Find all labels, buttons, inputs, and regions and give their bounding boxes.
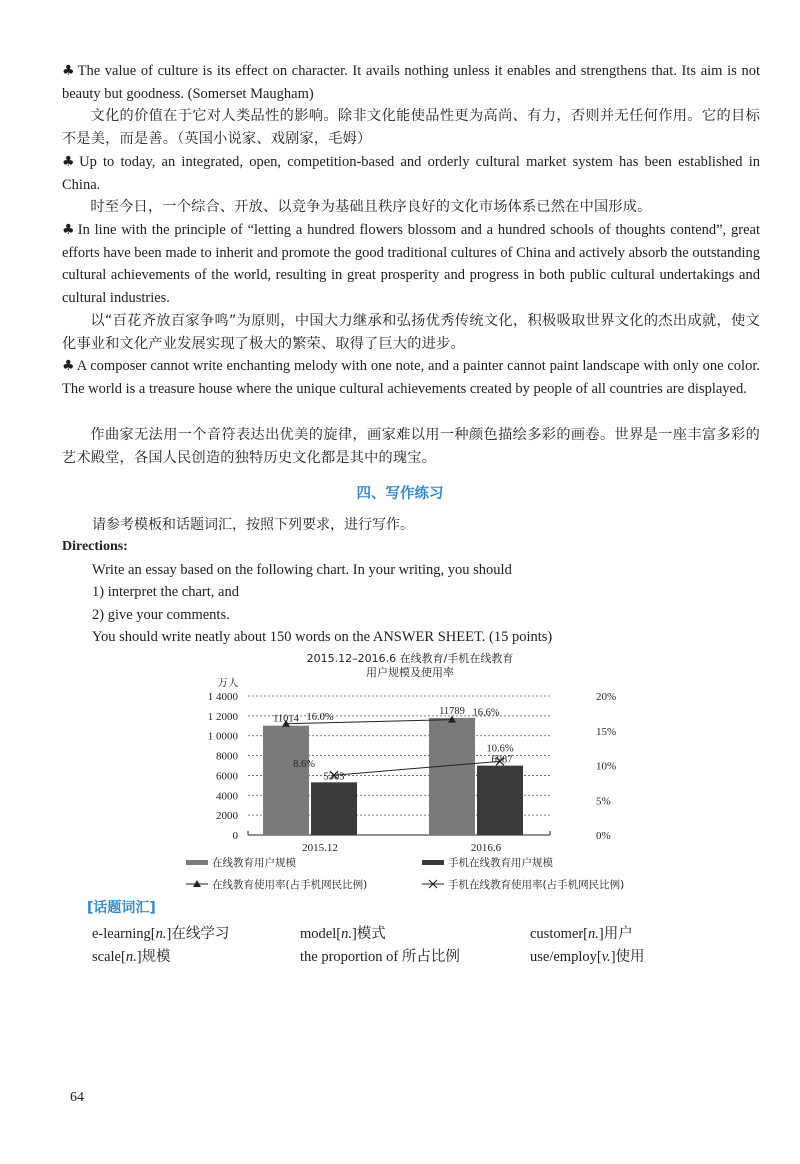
- data-label: 11789: [439, 705, 465, 717]
- paragraph-4-en: [62, 355, 760, 400]
- vocab-term: model[: [300, 926, 342, 942]
- club-icon: ♣: [62, 222, 76, 238]
- bar-mobile-users: [477, 766, 523, 835]
- paragraph-2-zh: 时至今日，一个综合、开放、以竞争为基础且秩序良好的文化市场体系已然在中国形成。: [90, 199, 652, 215]
- y2-tick-label: 20%: [596, 691, 617, 703]
- vocab-item: [530, 922, 633, 943]
- y-tick-label: 0: [232, 830, 238, 842]
- y2-tick-label: 10%: [596, 760, 617, 773]
- line-mobile-rate: [334, 761, 500, 775]
- vocab-item: [530, 945, 645, 966]
- club-icon: ♣: [62, 358, 75, 374]
- section-title: 四、写作练习: [356, 486, 444, 502]
- directions-label: Directions:: [62, 539, 128, 554]
- directions-line-1: Write an essay based on the following chart. In your writing, you should: [92, 562, 512, 578]
- vocab-meaning: ]使用: [610, 949, 645, 965]
- directions-line-4: You should write neatly about 150 words on the ANSWER SHEET. (15 points): [92, 629, 553, 645]
- page-number: 64: [70, 1090, 84, 1105]
- data-label: 6987: [491, 754, 513, 766]
- legend-label: 在线教育使用率(占手机网民比例): [212, 879, 368, 891]
- bar-online-users: [263, 726, 309, 835]
- vocab-pos: n.: [587, 926, 599, 942]
- data-label: 16.0%: [306, 711, 334, 723]
- data-label: 16.6%: [472, 707, 500, 719]
- legend-label: 在线教育用户规模: [212, 857, 296, 869]
- vocab-term: the proportion of 所占比例: [300, 949, 460, 965]
- y-tick-label: 6000: [216, 770, 238, 783]
- vocab-pos: v.: [601, 949, 611, 965]
- vocab-pos: n.: [155, 926, 167, 942]
- vocab-item: [92, 922, 229, 943]
- y-tick-label: 4000: [216, 790, 238, 803]
- y-tick-label: 8000: [216, 750, 238, 763]
- chart-title: 2015.12–2016.6 在线教育/手机在线教育: [306, 652, 514, 665]
- y-tick-label: 1 4000: [207, 691, 238, 703]
- directions-line-2: 1) interpret the chart, and: [92, 584, 239, 600]
- y-tick-label: 2000: [216, 810, 238, 823]
- y-tick-label: 1 2000: [207, 710, 238, 723]
- legend-label: 手机在线教育使用率(占手机网民比例): [448, 879, 625, 891]
- paragraph-4-zh: 作曲家无法用一个音符表达出优美的旋律，画家难以用一种颜色描绘多彩的画卷。世界是一座丰富多彩的艺术殿堂，各国人民创造的独特历史文化都是其中的瑰宝。: [62, 427, 760, 466]
- y-tick-label: 1 0000: [207, 730, 238, 743]
- legend-label: 手机在线教育用户规模: [448, 857, 553, 869]
- legend-swatch-online-users: [186, 860, 208, 865]
- bar-online-users: [429, 718, 475, 835]
- chart-svg: [180, 650, 640, 898]
- vocab-meaning: ]规模: [136, 949, 171, 965]
- paragraph-text: The value of culture is its effect on character. It avails nothing unless it enables and strengthens that. Its aim is not beauty but goodness. (Somerset Maugham): [62, 63, 760, 102]
- paragraph-text: Up to today, an integrated, open, competition-based and orderly cultural market system has been established in China.: [62, 154, 760, 193]
- chart-subtitle: 用户规模及使用率: [366, 666, 454, 679]
- vocab-pos: n.: [125, 949, 137, 965]
- y-axis-unit: 万人: [217, 677, 239, 689]
- data-label: 11014: [273, 713, 299, 725]
- vocab-pos: n.: [341, 926, 352, 942]
- vocab-title: [话题词汇]: [87, 900, 156, 916]
- paragraph-2-en: [62, 151, 760, 196]
- vocab-term: customer[: [530, 926, 588, 942]
- instruction-text: 请参考模板和话题词汇，按照下列要求，进行写作。: [92, 517, 414, 533]
- vocab-term: use/employ[: [530, 949, 602, 965]
- data-label: 10.6%: [486, 743, 514, 755]
- paragraph-text: A composer cannot write enchanting melody with one note, and a painter cannot paint landscape with only one color. The world is a treasure house where the unique cultural achievements created by people of all countries are displayed.: [62, 358, 760, 397]
- paragraph-3-en: [62, 219, 760, 309]
- y2-tick-label: 5%: [596, 795, 611, 808]
- x-tick-label: 2016.6: [470, 842, 502, 854]
- directions-line-3: 2) give your comments.: [92, 607, 230, 623]
- paragraph-text: In line with the principle of “letting a hundred flowers blossom and a hundred schools of thoughts contend”, great efforts have been made to inherit and promote the good traditional cultures of China and actively absorb the outstanding cultural achievements of the world, resulting in great prosperity and progress in both public cultural undertakings and cultural industries.: [62, 222, 760, 306]
- y2-tick-label: 15%: [596, 725, 617, 738]
- vocab-meaning: ]在线学习: [166, 926, 230, 942]
- vocab-item: [300, 922, 386, 943]
- legend-swatch-mobile-users: [422, 860, 444, 865]
- vocab-term: scale[: [92, 949, 126, 965]
- chart: [180, 650, 640, 898]
- vocab-meaning: ]用户: [598, 926, 633, 942]
- x-tick-label: 2015.12: [302, 842, 338, 854]
- club-icon: ♣: [62, 154, 78, 170]
- vocab-term: e-learning[: [92, 926, 156, 942]
- vocab-item: [92, 945, 171, 966]
- club-icon: ♣: [62, 63, 76, 79]
- paragraph-3-zh: 以“百花齐放百家争鸣”为原则，中国大力继承和弘扬优秀传统文化，积极吸取世界文化的杰出成就，使文化事业和文化产业发展实现了极大的繁荣、取得了巨大的进步。: [62, 313, 760, 352]
- data-label: 8.6%: [293, 759, 315, 771]
- vocab-meaning: ]模式: [351, 926, 386, 942]
- vocab-item: [300, 945, 460, 966]
- data-label: 5303: [323, 771, 345, 783]
- y2-tick-label: 0%: [596, 830, 611, 842]
- bar-mobile-users: [311, 782, 357, 835]
- paragraph-1-zh: 文化的价值在于它对人类品性的影响。除非文化能使品性更为高尚、有力，否则并无任何作用。它的目标不是美，而是善。（英国小说家、戏剧家，毛姆）: [62, 108, 760, 147]
- paragraph-1-en: [62, 60, 760, 105]
